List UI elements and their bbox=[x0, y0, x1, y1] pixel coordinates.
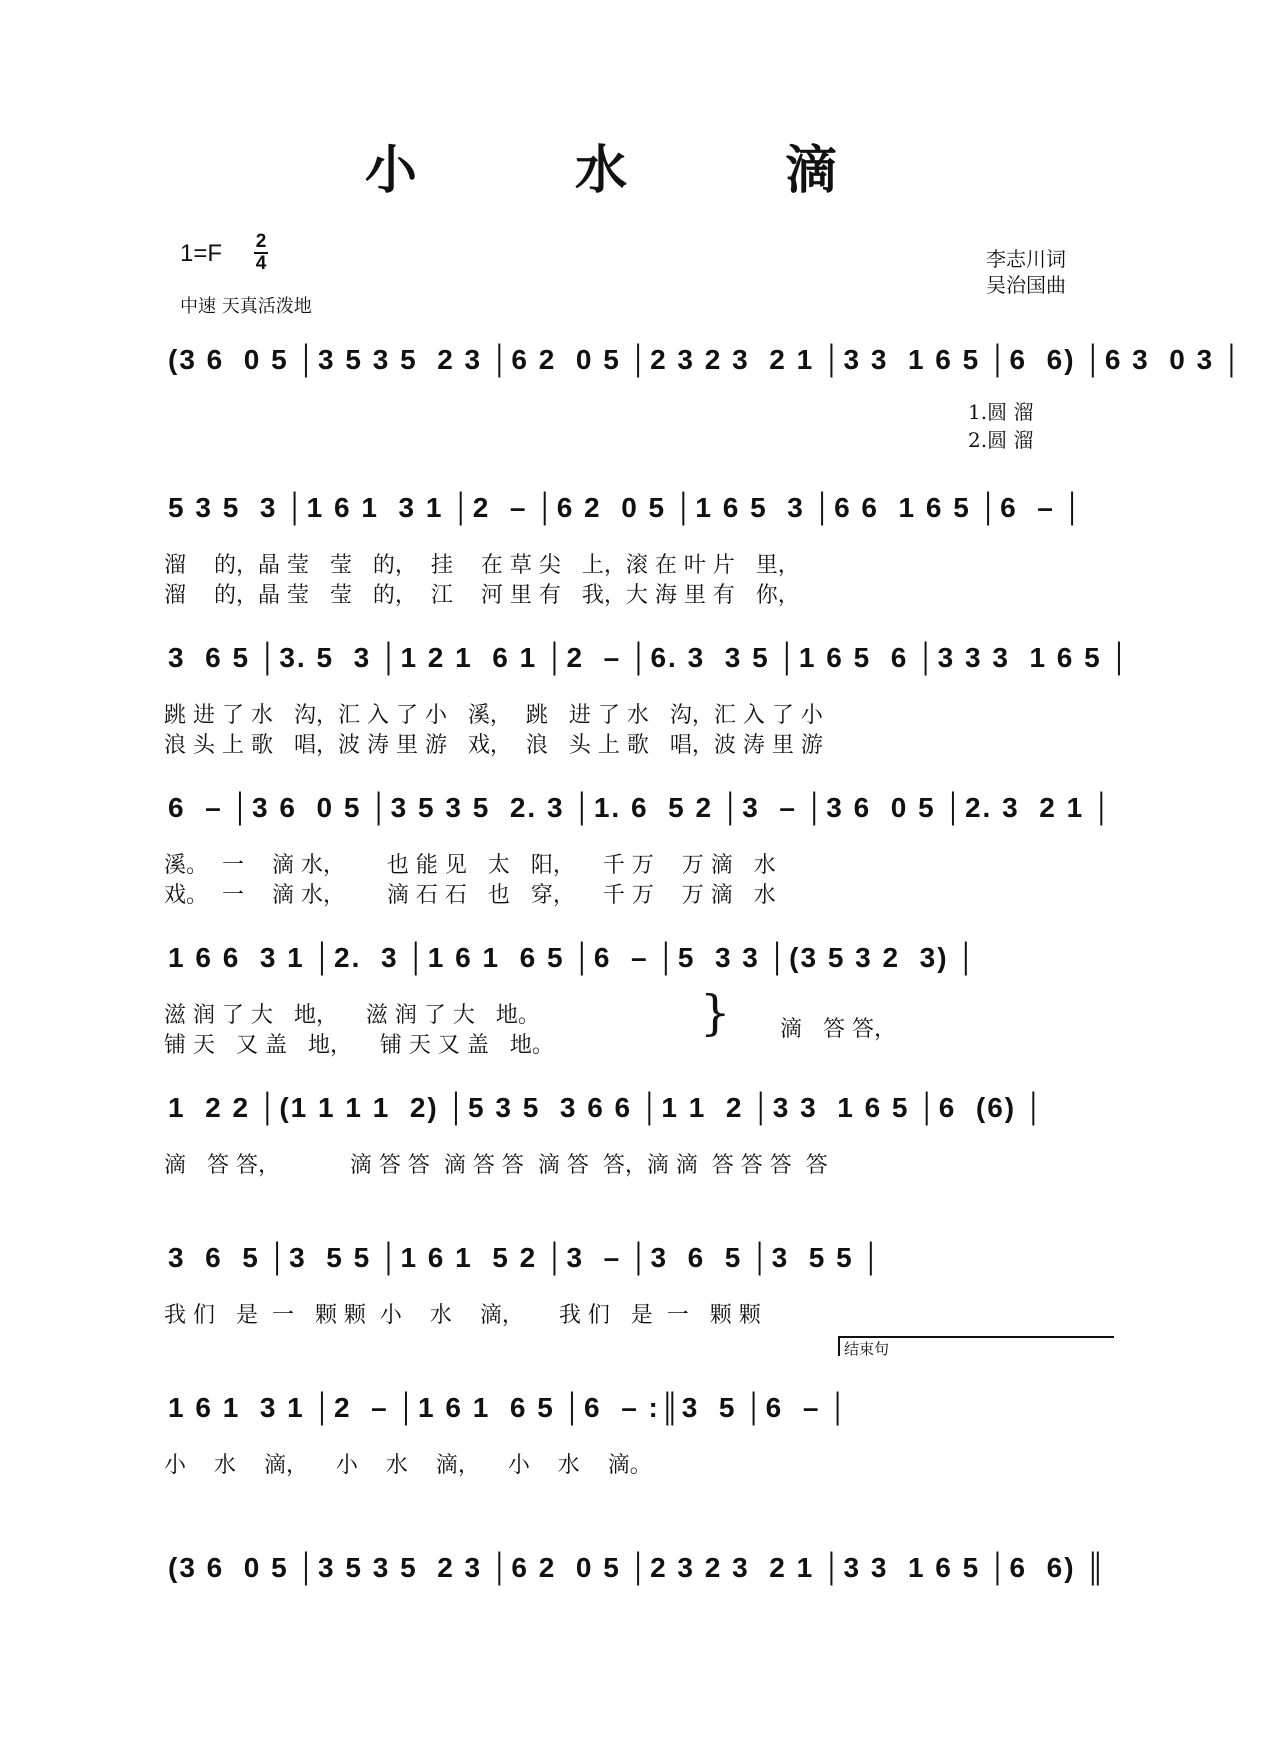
notes-line-1: (3 6 0 5 │3 5 3 5 2 3 │6 2 0 5 │2 3 2 3 2 1 │3 3 1 6 5 │6 6) │6 3 0 3 │ bbox=[168, 344, 1244, 375]
notes-line-8: 1 6 1 3 1 │2 – │1 6 1 6 5 │6 – :║3 5 │6 – │ bbox=[168, 1392, 850, 1423]
lyrics-line-3-v1: 跳 进 了 水 沟，汇 入 了 小 溪， 跳 进 了 水 沟，汇 入 了 小 bbox=[164, 703, 823, 728]
verse-brace: } bbox=[700, 985, 731, 1041]
lyrics-line-4-v2: 戏。 一 滴 水， 滴 石 石 也 穿， 千 万 万 滴 水 bbox=[164, 883, 776, 908]
lyrics-line-2-v2: 溜 的，晶 莹 莹 的， 江 河 里 有 我，大 海 里 有 你， bbox=[164, 583, 800, 608]
time-sig-denominator: 4 bbox=[255, 253, 267, 274]
verse-marker-2: 2.圆 溜 bbox=[968, 428, 1034, 452]
key-signature: 1=F bbox=[180, 240, 223, 267]
coda-label: 结束句 bbox=[838, 1336, 1114, 1356]
notes-line-4: 6 – │3 6 0 5 │3 5 3 5 2. 3 │1. 6 5 2 │3 – │3 6 0 5 │2. 3 2 1 │ bbox=[168, 792, 1114, 823]
lyrics-line-2-v1: 溜 的，晶 莹 莹 的， 挂 在 草 尖 上，滚 在 叶 片 里， bbox=[164, 553, 800, 578]
notes-line-2: 5 3 5 3 │1 6 1 3 1 │2 – │6 2 0 5 │1 6 5 3 │6 6 1 6 5 │6 – │ bbox=[168, 492, 1085, 523]
song-title: 小 水 滴 bbox=[364, 140, 908, 201]
lyrics-line-5-v1: 滋 润 了 大 地， 滋 润 了 大 地。 bbox=[164, 1003, 540, 1028]
lyrics-line-8: 小 水 滴， 小 水 滴， 小 水 滴。 bbox=[164, 1453, 652, 1478]
lyricist: 李志川词 bbox=[986, 247, 1066, 271]
lyrics-line-4-v1: 溪。 一 滴 水， 也 能 见 太 阳， 千 万 万 滴 水 bbox=[164, 853, 776, 878]
notes-line-6: 1 2 2 │(1 1 1 1 2) │5 3 5 3 6 6 │1 1 2 │3 3 1 6 5 │6 (6) │ bbox=[168, 1092, 1046, 1123]
lyrics-line-5-v2: 铺 天 又 盖 地， 铺 天 又 盖 地。 bbox=[164, 1033, 554, 1058]
lyrics-line-3-v2: 浪 头 上 歌 唱，波 涛 里 游 戏， 浪 头 上 歌 唱，波 涛 里 游 bbox=[164, 733, 823, 758]
notes-line-5: 1 6 6 3 1 │2. 3 │1 6 1 6 5 │6 – │5 3 3 │(3 5 3 2 3) │ bbox=[168, 942, 978, 973]
time-sig-numerator: 2 bbox=[255, 231, 267, 252]
lyrics-line-5-shared: 滴 答 答， bbox=[780, 1017, 896, 1042]
credits bbox=[986, 246, 1066, 298]
notes-line-3: 3 6 5 │3. 5 3 │1 2 1 6 1 │2 – │6. 3 3 5 │1 6 5 6 │3 3 3 1 6 5 │ bbox=[168, 642, 1132, 673]
notes-line-7: 3 6 5 │3 5 5 │1 6 1 5 2 │3 – │3 6 5 │3 5 5 │ bbox=[168, 1242, 883, 1273]
time-signature bbox=[254, 232, 268, 274]
composer: 吴治国曲 bbox=[986, 273, 1066, 297]
tempo-marking: 中速 天真活泼地 bbox=[180, 296, 312, 317]
lyrics-line-7: 我 们 是 一 颗 颗 小 水 滴， 我 们 是 一 颗 颗 bbox=[164, 1303, 761, 1328]
verse-marker-1: 1.圆 溜 bbox=[968, 400, 1034, 424]
notes-line-9: (3 6 0 5 │3 5 3 5 2 3 │6 2 0 5 │2 3 2 3 2 1 │3 3 1 6 5 │6 6) ║ bbox=[168, 1552, 1108, 1583]
lyrics-line-6: 滴 答 答， 滴 答 答 滴 答 答 滴 答 答，滴 滴 答 答 答 答 bbox=[164, 1153, 828, 1178]
